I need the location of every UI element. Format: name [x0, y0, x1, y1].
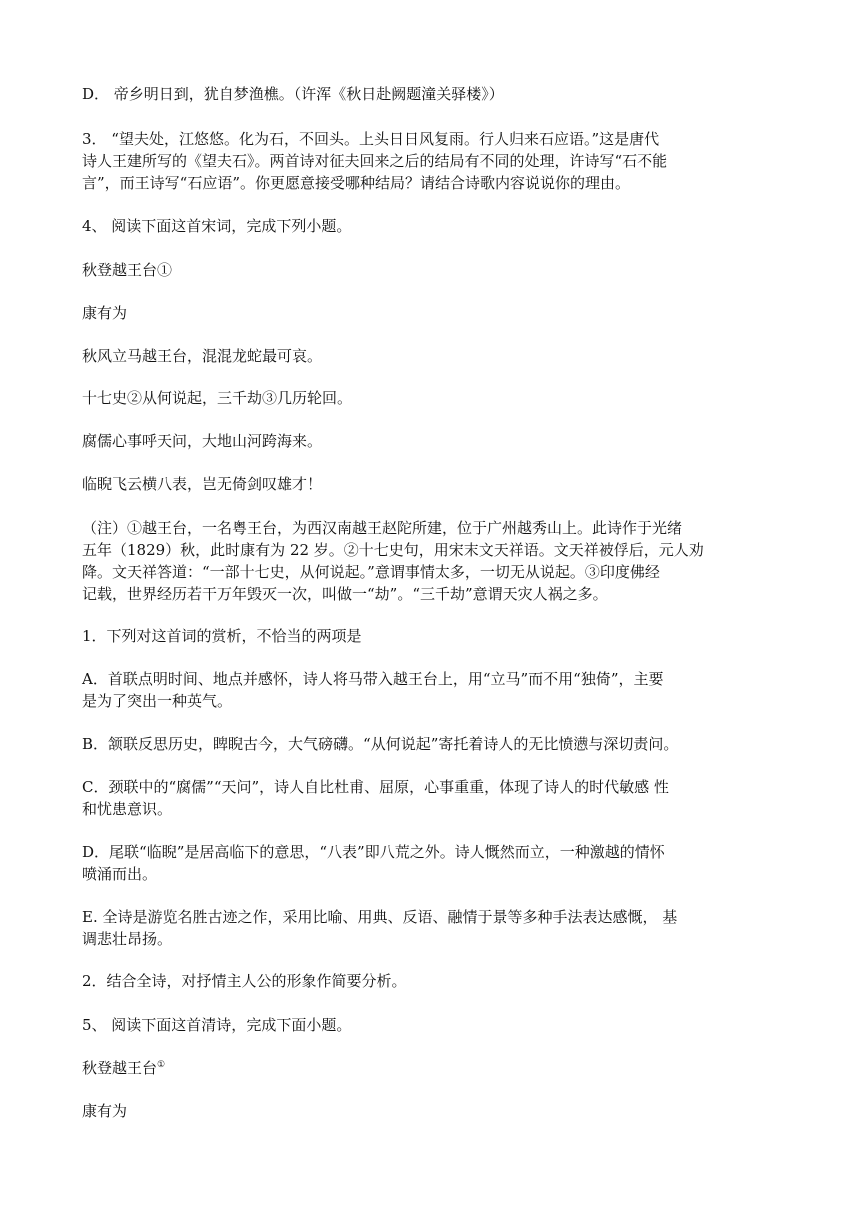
- poem-line-3: 腐儒心事呼天问，大地山河跨海来。: [82, 432, 323, 450]
- poem-line-1: 秋风立马越王台，混混龙蛇最可哀。: [82, 347, 323, 365]
- poem-line-2: 十七史②从何说起，三千劫③几历轮回。: [82, 389, 353, 407]
- question-3: 3． “望夫处，江悠悠。化为石，不回头。上头日日风复雨。行人归来石应语。”这是唐代 诗人王建所写的《望夫石》。两首诗对征夫回来之后的结局有不同的处理，许诗写“石不能 言”，而王诗写“石应语”。你更愿意接受哪种结局？请结合诗歌内容说说你的理由。: [82, 130, 668, 192]
- option-d: D．尾联“临睨”是居高临下的意思，“八表”即八荒之外。诗人慨然而立，一种激越的情怀 喷涌而出。: [82, 843, 665, 883]
- poem-notes: （注）①越王台，一名粤王台，为西汉南越王赵陀所建，位于广州越秀山上。此诗作于光绪 五年（1829）秋，此时康有为 22 岁。②十七史句，用宋末文天祥语。文天祥被俘后，元人劝 降。文天祥答道：“一部十七史，从何说起。”意谓事情太多，一切无从说起。③印度佛经 记载，世界经历若干万年毁灭一次，叫做一“劫”。“三千劫”意谓天灾人祸之多。: [82, 519, 704, 603]
- question-5-heading: 5、 阅读下面这首清诗，完成下面小题。: [82, 1016, 352, 1034]
- option-d-line: D． 帝乡明日到，犹自梦渔樵。（许浑《秋日赴阙题潼关驿楼》）: [82, 85, 504, 103]
- footnote-marker: ①: [157, 1060, 166, 1070]
- subquestion-1: 1．下列对这首词的赏析，不恰当的两项是: [82, 627, 362, 645]
- question-4-heading: 4、 阅读下面这首宋词，完成下列小题。: [82, 217, 352, 235]
- option-b: B．颔联反思历史，睥睨古今，大气磅礴。“从何说起”寄托着诗人的无比愤懑与深切责问。: [82, 735, 679, 753]
- subquestion-2: 2．结合全诗，对抒情主人公的形象作简要分析。: [82, 972, 407, 990]
- poem-title: 秋登越王台①: [82, 261, 173, 279]
- option-c: C．颈联中的“腐儒”“天问”，诗人自比杜甫、屈原，心事重重，体现了诗人的时代敏感 性 和忧患意识。: [82, 778, 669, 818]
- option-a: A．首联点明时间、地点并感怀，诗人将马带入越王台上，用“立马”而不用“独倚”，主要 是为了突出一种英气。: [82, 670, 664, 710]
- poem-title-2: 秋登越王台①: [82, 1059, 166, 1077]
- poem-author: 康有为: [82, 304, 128, 322]
- poem-author-2: 康有为: [82, 1102, 128, 1120]
- option-e: E. 全诗是游览名胜古迹之作，采用比喻、用典、反语、融情于景等多种手法表达感慨， 基 调悲壮昂扬。: [82, 908, 678, 948]
- poem-line-4: 临睨飞云横八表，岂无倚剑叹雄才！: [82, 475, 323, 493]
